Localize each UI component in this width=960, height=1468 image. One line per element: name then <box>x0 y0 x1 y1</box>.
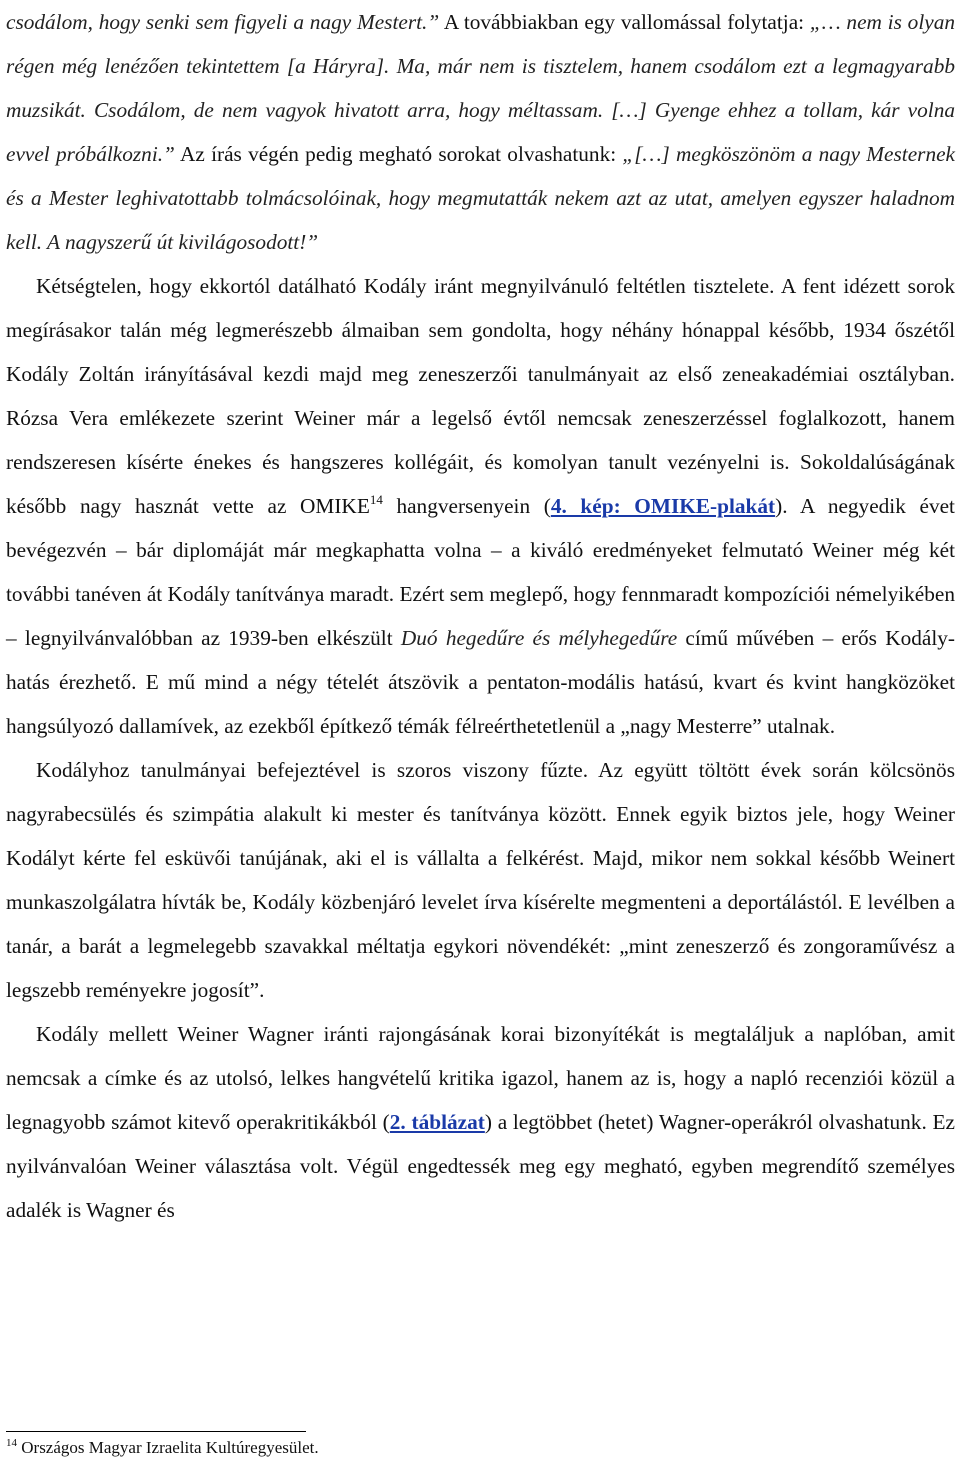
table-link[interactable]: 2. táblázat <box>389 1110 485 1134</box>
quote-fragment: „… nem is olyan régen még lenézően tekintettem [a Háryra]. Ma, már nem is tisztelem, hanem csodálom ezt a legmagyarabb muzsikát. Csodálom, de nem vagyok hivatott arra, hogy méltassam. […] Gyenge ehhez a tollam, kár volna evvel próbálkozni.” <box>6 10 955 166</box>
footnote <box>6 1436 319 1460</box>
body-text: A továbbiakban egy vallomással folytatja: <box>439 10 810 34</box>
body-text: című művében – erős Kodály-hatás érezhető. E mű mind a négy tételét átszövik a pentaton-modális hatású, kvart és kvint hangközöket hangsúlyozó dallamívek, az ezekből építkező témák félreérthetetlenül a „nagy Mesterre” utalnak. <box>6 626 955 738</box>
document-body <box>6 0 955 1232</box>
work-title: Duó hegedűre és mélyhegedűre <box>400 626 678 650</box>
footnote-number: 14 <box>6 1437 17 1449</box>
footnote-ref[interactable]: 14 <box>369 492 383 507</box>
paragraph-4 <box>6 1012 955 1232</box>
body-text: Az írás végén pedig megható sorokat olvashatunk: <box>174 142 623 166</box>
figure-link[interactable]: 4. kép: OMIKE-plakát <box>550 494 776 518</box>
body-text: ) a legtöbbet (hetet) Wagner-operákról olvashatunk. Ez nyilvánvalóan Weiner választása volt. Végül engedtessék meg egy megható, egyben megrendítő személyes adalék is Wagner és <box>6 1110 955 1222</box>
footnote-text: Országos Magyar Izraelita Kultúregyesület. <box>17 1438 319 1457</box>
quote-fragment: „[…] megköszönöm a nagy Mesternek és a Mester leghivatottabb tolmácsolóinak, hogy megmutatták nekem azt az utat, amelyen egyszer haladnom kell. A nagyszerű út kivilágosodott!” <box>6 142 955 254</box>
body-text: Kodály mellett Weiner Wagner iránti rajongásának korai bizonyítékát is megtaláljuk a naplóban, amit nemcsak a címke és az utolsó, lelkes hangvételű kritika igazol, hanem az is, hogy a napló recenziói közül a legnagyobb számot kitevő operakritikákból ( <box>6 1022 955 1134</box>
body-text: ). A negyedik évet bevégezvén – bár diplomáját már megkaphatta volna – a kiváló eredményeket felmutató Weiner még két további tanéven át Kodály tanítványa maradt. Ezért sem meglepő, hogy fennmaradt kompozíciói némelyikében – legnyilvánvalóbban az 1939-ben elkészült <box>6 494 955 650</box>
body-text: Kodályhoz tanulmányai befejeztével is szoros viszony fűzte. Az együtt töltött évek során kölcsönös nagyrabecsülés és szimpátia alakult ki mester és tanítványa között. Ennek egyik biztos jele, hogy Weiner Kodályt kérte fel esküvői tanújának, aki el is vállalta a felkérést. Majd, mikor nem sokkal később Weinert munkaszolgálatra hívták be, Kodály közbenjáró levelet írva kísérelte megmenteni a deportálástól. E levélben a tanár, a barát a legmelegebb szavakkal méltatja egykori növendékét: „mint zeneszerző és zongoraművész a legszebb reményekre jogosít”. <box>6 758 955 1002</box>
body-text: hangversenyein ( <box>382 494 551 518</box>
footnote-separator <box>6 1431 306 1432</box>
body-text: Kétségtelen, hogy ekkortól datálható Kodály iránt megnyilvánuló feltétlen tisztelete. A fent idézett sorok megírásakor talán még legmerészebb álmaiban sem gondolta, hogy néhány hónappal később, 1934 őszétől Kodály Zoltán irányításával kezdi majd meg zeneszerzői tanulmányait az első zeneakadémiai osztályban. Rózsa Vera emlékezete szerint Weiner már a legelső évtől nemcsak zeneszerzéssel foglalkozott, hanem rendszeresen kísérte énekes és hangszeres kollégáit, és komolyan tanult vezényelni is. Sokoldalúságának később nagy hasznát vette az OMIKE <box>6 274 955 518</box>
paragraph-3 <box>6 748 955 1012</box>
paragraph-2 <box>6 264 955 748</box>
quote-fragment: csodálom, hogy senki sem figyeli a nagy Mestert.” <box>6 10 440 34</box>
paragraph-1 <box>6 0 955 264</box>
